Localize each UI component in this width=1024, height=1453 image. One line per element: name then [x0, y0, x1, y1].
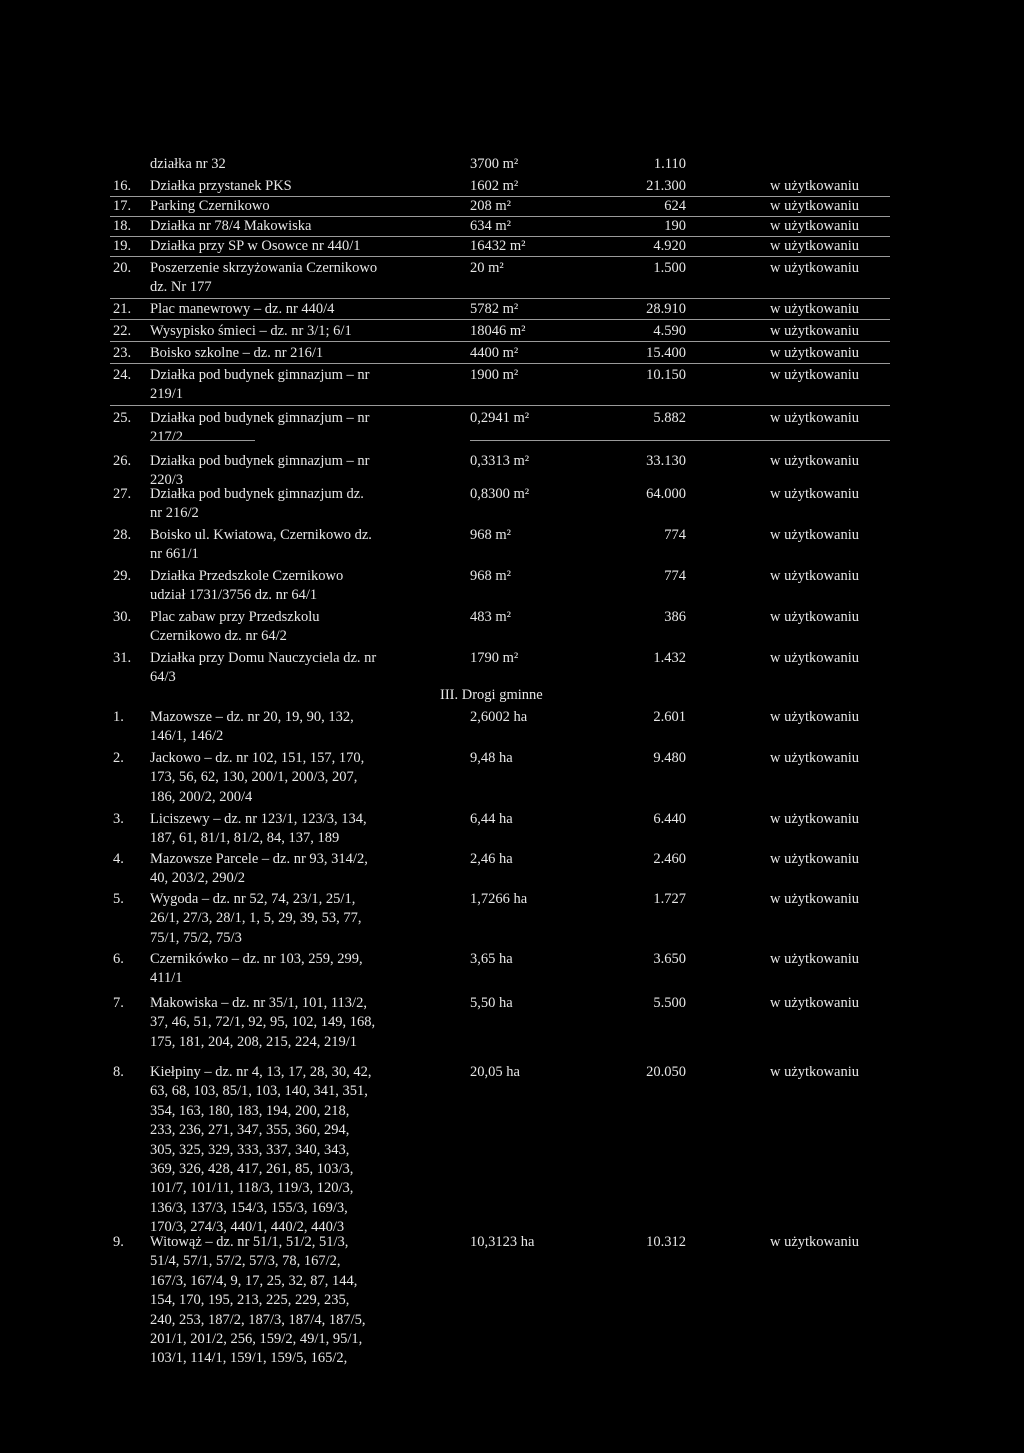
row-number: 29.	[113, 568, 132, 584]
row-description-line: Działka pod budynek gimnazjum dz.	[150, 486, 364, 502]
row-description-line: Działka Przedszkole Czernikowo	[150, 568, 344, 584]
row-status: w użytkowaniu	[770, 322, 859, 342]
row-number: 30.	[113, 609, 132, 625]
row-description-line: 411/1	[150, 970, 183, 987]
row-description-line: 354, 163, 180, 183, 194, 200, 218,	[150, 1102, 350, 1119]
row-status: w użytkowaniu	[770, 609, 859, 625]
row-description-line: 75/1, 75/2, 75/3	[150, 929, 242, 946]
row-description-line: 369, 326, 428, 417, 261, 85, 103/3,	[150, 1161, 354, 1177]
row-value: 774	[664, 527, 686, 543]
row-area: 1790 m²	[470, 650, 519, 666]
row-number: 22.	[113, 323, 132, 339]
row-description-line: działka nr 32	[150, 156, 226, 172]
row-area: 0,3313 m²	[470, 453, 530, 469]
row-description-line: 146/1, 146/2	[150, 728, 224, 745]
row-status: w użytkowaniu	[770, 410, 859, 426]
row-value: 1.500	[653, 260, 686, 276]
row-status: w użytkowaniu	[770, 851, 859, 867]
row-description-line: Działka pod budynek gimnazjum – nr	[150, 453, 370, 469]
row-description-line: 305, 325, 329, 333, 337, 340, 343,	[150, 1141, 350, 1158]
row-value: 2.460	[653, 851, 686, 867]
row-description-line: 217/2	[150, 429, 184, 446]
row-number: 27.	[113, 486, 132, 502]
row-status: w użytkowaniu	[770, 300, 859, 320]
row-value: 4.590	[653, 323, 686, 339]
row-value: 21.300	[646, 178, 686, 194]
row-area: 5,50 ha	[470, 995, 513, 1011]
row-description-line: Czernikówko – dz. nr 103, 259, 299,	[150, 951, 363, 967]
row-number: 19.	[113, 238, 132, 254]
row-status: w użytkowaniu	[770, 1234, 859, 1250]
row-description-line: Boisko ul. Kwiatowa, Czernikowo dz.	[150, 527, 372, 543]
row-area: 18046 m²	[470, 323, 526, 339]
row-description-line: nr 661/1	[150, 546, 199, 563]
row-value: 190	[664, 218, 686, 234]
row-description-line: 186, 200/2, 200/4	[150, 788, 253, 805]
row-status: w użytkowaniu	[770, 650, 859, 666]
row-number: 1.	[113, 709, 124, 725]
row-description-line: Czernikowo dz. nr 64/2	[150, 628, 287, 645]
table-rule	[110, 256, 890, 257]
row-value: 4.920	[653, 238, 686, 254]
row-description-line: Makowiska – dz. nr 35/1, 101, 113/2,	[150, 995, 367, 1011]
row-area: 634 m²	[470, 218, 512, 234]
row-value: 9.480	[653, 750, 686, 766]
table-rule	[470, 440, 890, 441]
row-description-line: Działka pod budynek gimnazjum – nr	[150, 367, 370, 383]
row-status: w użytkowaniu	[770, 891, 859, 907]
row-value: 33.130	[646, 453, 686, 469]
row-number: 20.	[113, 260, 132, 276]
row-description-line: Mazowsze Parcele – dz. nr 93, 314/2,	[150, 851, 368, 867]
table-rule	[110, 196, 890, 197]
row-value: 10.150	[646, 367, 686, 383]
row-value: 2.601	[653, 709, 686, 725]
row-area: 3,65 ha	[470, 951, 513, 967]
row-description-line: 170/3, 274/3, 440/1, 440/2, 440/3	[150, 1219, 345, 1236]
row-value: 1.110	[653, 156, 686, 172]
row-description-line: Działka przy Domu Nauczyciela dz. nr	[150, 650, 377, 666]
row-description-line: 240, 253, 187/2, 187/3, 187/4, 187/5,	[150, 1311, 366, 1328]
row-status: w użytkowaniu	[770, 177, 859, 197]
row-description-line: Mazowsze – dz. nr 20, 19, 90, 132,	[150, 709, 354, 725]
row-area: 10,3123 ha	[470, 1234, 535, 1250]
row-description-line: dz. Nr 177	[150, 279, 212, 296]
row-description-line: Plac manewrowy – dz. nr 440/4	[150, 300, 334, 320]
row-number: 26.	[113, 453, 132, 469]
table-rule	[150, 440, 255, 441]
row-value: 624	[664, 198, 686, 214]
row-description-line: 187, 61, 81/1, 81/2, 84, 137, 189	[150, 830, 340, 847]
row-description-line: 173, 56, 62, 130, 200/1, 200/3, 207,	[150, 769, 358, 786]
table-rule	[110, 298, 890, 299]
row-area: 3700 m²	[470, 156, 519, 172]
row-area: 0,8300 m²	[470, 486, 530, 502]
row-description-line: Witowąż – dz. nr 51/1, 51/2, 51/3,	[150, 1234, 349, 1250]
row-description-line: 201/1, 201/2, 256, 159/2, 49/1, 95/1,	[150, 1331, 363, 1347]
section-heading: III. Drogi gminne	[440, 687, 543, 703]
row-area: 1,7266 ha	[470, 891, 528, 907]
row-area: 16432 m²	[470, 238, 526, 254]
row-description-line: Kiełpiny – dz. nr 4, 13, 17, 28, 30, 42,	[150, 1064, 372, 1080]
row-area: 1900 m²	[470, 367, 519, 383]
row-status: w użytkowaniu	[770, 217, 859, 237]
row-status: w użytkowaniu	[770, 197, 859, 217]
row-area: 208 m²	[470, 198, 512, 214]
row-number: 8.	[113, 1064, 124, 1080]
row-number: 28.	[113, 527, 132, 543]
row-description-line: Wysypisko śmieci – dz. nr 3/1; 6/1	[150, 322, 352, 342]
table-rule	[110, 405, 890, 406]
row-description-line: 64/3	[150, 669, 176, 686]
row-description-line: Jackowo – dz. nr 102, 151, 157, 170,	[150, 750, 365, 766]
row-area: 2,6002 ha	[470, 709, 528, 725]
row-area: 20 m²	[470, 260, 504, 276]
row-value: 774	[664, 568, 686, 584]
row-description-line: Wygoda – dz. nr 52, 74, 23/1, 25/1,	[150, 891, 356, 907]
row-description-line: 40, 203/2, 290/2	[150, 870, 246, 887]
row-value: 10.312	[646, 1234, 686, 1250]
row-value: 15.400	[646, 345, 686, 361]
table-rule	[110, 236, 890, 237]
row-area: 483 m²	[470, 609, 512, 625]
row-description-line: Plac zabaw przy Przedszkolu	[150, 609, 320, 625]
row-description-line: Działka przystanek PKS	[150, 177, 292, 197]
row-description-line: 220/3	[150, 472, 184, 489]
row-description-line: nr 216/2	[150, 505, 199, 522]
row-area: 2,46 ha	[470, 851, 513, 867]
row-status: w użytkowaniu	[770, 453, 859, 469]
row-description-line: 37, 46, 51, 72/1, 92, 95, 102, 149, 168,	[150, 1014, 376, 1031]
row-number: 17.	[113, 198, 132, 214]
row-number: 3.	[113, 811, 124, 827]
row-area: 4400 m²	[470, 345, 519, 361]
row-status: w użytkowaniu	[770, 486, 859, 502]
row-status: w użytkowaniu	[770, 344, 859, 364]
row-description-line: Poszerzenie skrzyżowania Czernikowo	[150, 260, 378, 276]
table-rule	[110, 319, 890, 320]
row-status: w użytkowaniu	[770, 709, 859, 725]
row-value: 28.910	[646, 301, 686, 317]
row-description-line: Działka pod budynek gimnazjum – nr	[150, 410, 370, 426]
row-description-line: 103/1, 114/1, 159/1, 159/5, 165/2,	[150, 1350, 348, 1367]
row-area: 5782 m²	[470, 301, 519, 317]
row-number: 6.	[113, 951, 124, 967]
row-value: 1.432	[653, 650, 686, 666]
row-description-line: 63, 68, 103, 85/1, 103, 140, 341, 351,	[150, 1083, 368, 1100]
row-description-line: 136/3, 137/3, 154/3, 155/3, 169/3,	[150, 1199, 348, 1216]
row-description-line: 154, 170, 195, 213, 225, 229, 235,	[150, 1292, 350, 1309]
row-description-line: Boisko szkolne – dz. nr 216/1	[150, 344, 323, 364]
row-description-line: udział 1731/3756 dz. nr 64/1	[150, 587, 318, 604]
row-value: 5.882	[653, 410, 686, 426]
row-area: 6,44 ha	[470, 811, 513, 827]
table-rule	[110, 341, 890, 342]
row-area: 1602 m²	[470, 178, 519, 194]
row-value: 64.000	[646, 486, 686, 502]
row-description-line: Parking Czernikowo	[150, 197, 270, 217]
row-description-line: Działka przy SP w Osowce nr 440/1	[150, 237, 360, 257]
row-status: w użytkowaniu	[770, 951, 859, 967]
row-number: 9.	[113, 1234, 124, 1250]
table-rule	[110, 363, 890, 364]
table-rule	[110, 216, 890, 217]
row-status: w użytkowaniu	[770, 750, 859, 766]
row-description-line: 219/1	[150, 386, 184, 403]
row-value: 386	[664, 609, 686, 625]
row-number: 24.	[113, 367, 132, 383]
row-number: 21.	[113, 301, 132, 317]
row-value: 3.650	[653, 951, 686, 967]
row-number: 4.	[113, 851, 124, 867]
row-description-line: 167/3, 167/4, 9, 17, 25, 32, 87, 144,	[150, 1272, 358, 1289]
row-description-line: Liciszewy – dz. nr 123/1, 123/3, 134,	[150, 811, 367, 827]
row-description-line: 26/1, 27/3, 28/1, 1, 5, 29, 39, 53, 77,	[150, 910, 362, 927]
row-area: 20,05 ha	[470, 1064, 520, 1080]
row-status: w użytkowaniu	[770, 568, 859, 584]
row-description-line: 233, 236, 271, 347, 355, 360, 294,	[150, 1122, 350, 1139]
row-value: 6.440	[653, 811, 686, 827]
row-area: 968 m²	[470, 527, 512, 543]
row-status: w użytkowaniu	[770, 260, 859, 276]
row-number: 18.	[113, 218, 132, 234]
row-number: 2.	[113, 750, 124, 766]
row-area: 0,2941 m²	[470, 410, 530, 426]
row-status: w użytkowaniu	[770, 527, 859, 543]
row-area: 9,48 ha	[470, 750, 513, 766]
row-number: 23.	[113, 345, 132, 361]
row-status: w użytkowaniu	[770, 811, 859, 827]
row-description-line: Działka nr 78/4 Makowiska	[150, 217, 311, 237]
row-status: w użytkowaniu	[770, 1064, 859, 1080]
row-status: w użytkowaniu	[770, 367, 859, 383]
row-description-line: 101/7, 101/11, 118/3, 119/3, 120/3,	[150, 1180, 354, 1197]
row-value: 20.050	[646, 1064, 686, 1080]
row-number: 16.	[113, 178, 132, 194]
row-number: 7.	[113, 995, 124, 1011]
row-number: 25.	[113, 410, 132, 426]
row-value: 1.727	[653, 891, 686, 907]
row-value: 5.500	[653, 995, 686, 1011]
row-status: w użytkowaniu	[770, 237, 859, 257]
row-status: w użytkowaniu	[770, 995, 859, 1011]
row-number: 5.	[113, 891, 124, 907]
row-description-line: 51/4, 57/1, 57/2, 57/3, 78, 167/2,	[150, 1253, 341, 1270]
row-area: 968 m²	[470, 568, 512, 584]
row-description-line: 175, 181, 204, 208, 215, 224, 219/1	[150, 1033, 358, 1050]
row-number: 31.	[113, 650, 132, 666]
